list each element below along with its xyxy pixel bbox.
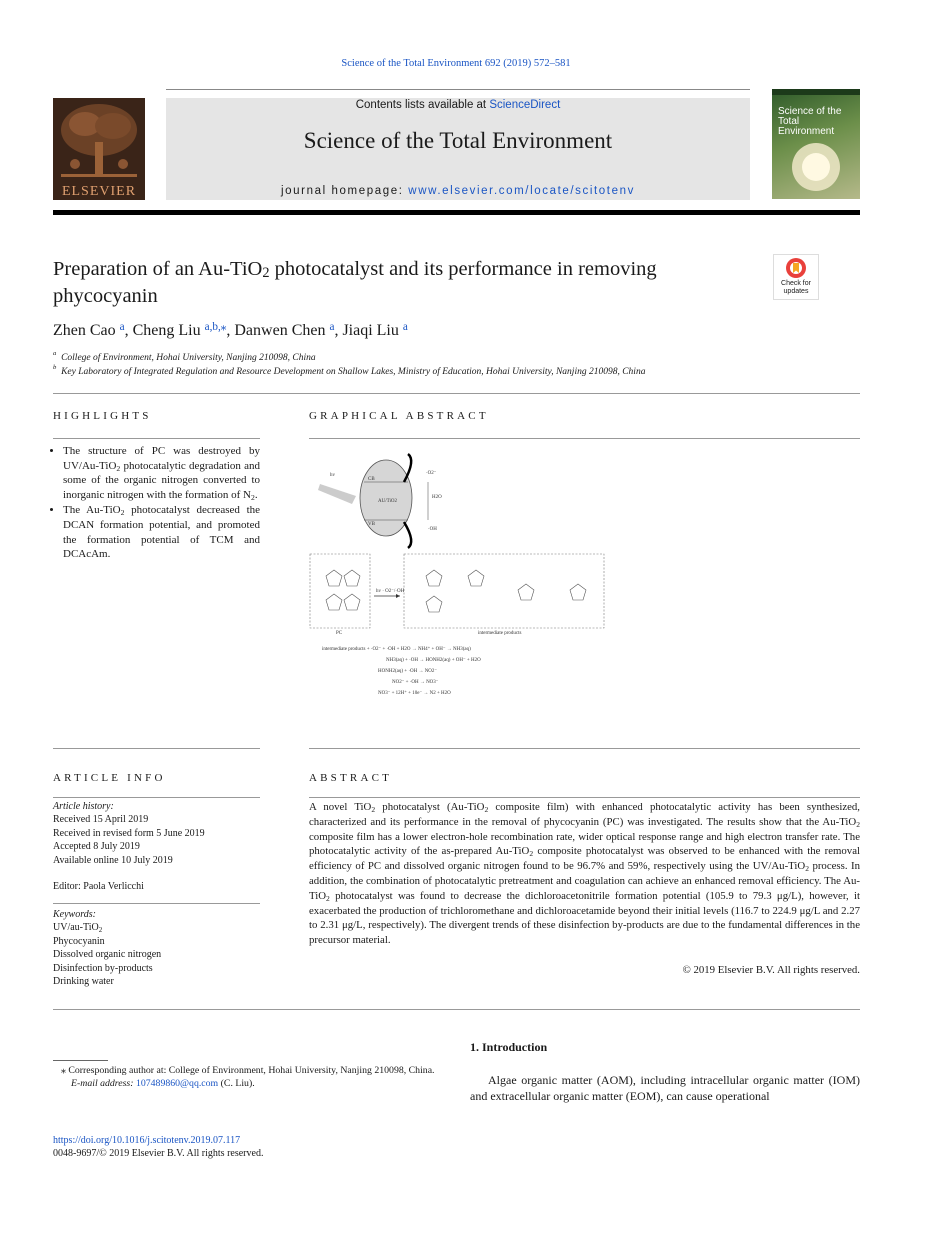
issn-line: 0048-9697/© 2019 Elsevier B.V. All rights reserved.: [53, 1148, 264, 1160]
ga-label-intermediate: intermediate products: [478, 631, 522, 636]
affiliation: $^a$ College of Environment, Hohai University, Nanjing 210098, China: [53, 350, 316, 363]
author-name: Jiaqi Liu: [342, 322, 399, 339]
highlight-item: • The Au-TiO$_2$ photocatalyst decreased the DCAN formation potential, and promoted the formation potential of TCM and DCAcAm.: [63, 503, 260, 561]
header-thick-rule: [53, 210, 860, 215]
article-info-rule: [53, 797, 260, 798]
ga-reaction: NO2⁻ + ·OH → NO3⁻: [392, 680, 439, 685]
section-divider: [53, 393, 860, 394]
homepage-link[interactable]: www.elsevier.com/locate/scitotenv: [408, 185, 635, 197]
section-divider: [53, 748, 260, 749]
molecule-structures-icon: [326, 570, 586, 612]
journal-title[interactable]: Science of the Total Environment: [303, 128, 613, 153]
keyword: Drinking water: [53, 976, 114, 988]
highlight-item: • The structure of PC was destroyed by UV/Au-TiO$_2$ photocatalytic degradation and some of the organic nitrogen converted to inorganic nitrogen with the formation of $N_2$.: [63, 444, 260, 502]
author-name: Danwen Chen: [234, 322, 326, 339]
sciencedirect-link[interactable]: ScienceDirect: [489, 99, 561, 111]
check-for-updates-badge[interactable]: [773, 254, 819, 300]
highlights-list: [53, 444, 260, 563]
ga-label-hv: hv: [330, 473, 335, 478]
section-divider: [53, 1009, 860, 1010]
email-link[interactable]: 107489860@qq.com: [135, 1078, 219, 1090]
author-list: Zhen Cao $^a$, Cheng Liu $^{a,b,⁎}$, Danwen Chen $^a$, Jiaqi Liu $^a$: [53, 321, 408, 339]
abstract-heading: ABSTRACT: [309, 772, 393, 784]
tree-icon: [53, 98, 145, 182]
highlights-rule: [53, 438, 260, 439]
section-divider: [309, 748, 860, 749]
footnotes: [53, 1064, 453, 1091]
abstract-text: A novel TiO$_2$ photocatalyst (Au-TiO$_2$ composite film) with enhanced photocatalytic activity has been synthesized, characterized and its performance in the removal of phycocyanin (PC) was investigated. The results show that the Au-TiO$_2$ composite film has a lower electron-hole recombination rate, wider optical response range and high electron transfer rate. The photocatalytic activity of the as-prepared Au-TiO$_2$ composite photocatalyst was observed to be enhanced with the removal efficiency of PC and dissolved organic nitrogen found to be 96.7% and 59%, respectively using the UV/Au-TiO$_2$ process. In addition, the combination of photocatalytic pretreatment and coagulation can achieve an enhanced removal efficiency. The Au-TiO$_2$ photocatalyst was found to decrease the dichloroacetonitrile formation potential (105.9 to 79.3 μg/L), however, it exacerbated the production of trichloromethane and dichloroacetamide beyond their initial levels (116.7 to 224.9 μg/L and 2.27 to 2.31 μg/L, respectively). The divergent trends of these disinfection by-products are due to the fundamental differences in the precursor material.: [309, 801, 861, 947]
author-affiliation-link[interactable]: a,b,⁎: [204, 321, 227, 333]
introduction-text: Algae organic matter (AOM), including intracellular organic matter (IOM) and extracellular organic matter (EOM), can cause operational: [470, 1073, 860, 1103]
author-name: Cheng Liu: [132, 322, 201, 339]
author-name: Zhen Cao: [53, 322, 116, 339]
elsevier-logo[interactable]: [53, 98, 145, 200]
ga-label-vb: VB: [368, 522, 375, 527]
ga-label-arrow: hv · O2⁻/·OH: [376, 589, 405, 594]
intermediates-box: [404, 554, 604, 628]
journal-homepage: journal homepage: www.elsevier.com/locate/scitotenv: [281, 185, 635, 197]
highlights-heading: HIGHLIGHTS: [53, 410, 152, 422]
keyword: Dissolved organic nitrogen: [53, 949, 162, 961]
article-info-heading: ARTICLE INFO: [53, 772, 166, 784]
ga-label-o2: ·O2⁻: [426, 471, 437, 476]
article-history: Article history: Received 15 April 2019 Received in revised form 5 June 2019 Accepted 8 July 2019 Available online 10 July 2019 Editor: Paola Verlicchi: [53, 800, 260, 893]
contents-line: Contents lists available at ScienceDirect: [355, 99, 561, 111]
keyword: UV/au-TiO$_2$: [53, 922, 103, 935]
copyright-notice: © 2019 Elsevier B.V. All rights reserved.: [682, 964, 860, 976]
graphical-abstract-heading: GRAPHICAL ABSTRACT: [309, 410, 489, 422]
elsevier-wordmark: ELSEVIER: [61, 184, 137, 199]
history-entry: Received 15 April 2019: [53, 814, 149, 826]
introduction-heading: 1. Introduction: [470, 1040, 548, 1054]
abstract-rule: [309, 797, 860, 798]
keyword: Phycocyanin: [53, 935, 105, 947]
graphical-abstract-figure[interactable]: [308, 446, 608, 706]
doi-block: [53, 1134, 263, 1161]
ga-label-pc: PC: [336, 631, 343, 636]
ga-reaction: NH3(aq) + ·OH → HONH2(aq) + OH⁻ + H2O: [386, 658, 481, 663]
light-beam-icon: [318, 484, 356, 504]
article-title: Preparation of an Au-TiO$_2$ photocatalyst and its performance in removing phycocyanin: [53, 258, 657, 307]
author-affiliation-link[interactable]: a: [402, 321, 408, 333]
check-for-updates-label: Check for updates: [781, 280, 811, 295]
hole-arrow-icon: [404, 522, 411, 548]
email-note: E-mail address: 107489860@qq.com (C. Liu).: [71, 1078, 255, 1090]
history-entry: Accepted 8 July 2019: [53, 841, 140, 853]
header-rule: [166, 89, 750, 90]
doi-link[interactable]: https://doi.org/10.1016/j.scitotenv.2019.07.117: [53, 1135, 241, 1146]
history-entry: Available online 10 July 2019: [53, 854, 173, 866]
footnote-rule: [53, 1060, 108, 1061]
cover-title: Science of the Total Environment: [778, 106, 842, 137]
ga-label-cb: CB: [368, 477, 375, 482]
keywords-list: Keywords: UV/au-TiO$_2$ Phycocyanin Dissolved organic nitrogen Disinfection by-products Drinking water: [53, 908, 260, 988]
editor-line: Editor: Paola Verlicchi: [53, 881, 144, 893]
ga-reaction: intermediate products + ·O2⁻ + ·OH + H2O → NH4⁺ + OH⁻ → NH3(aq): [322, 647, 471, 652]
ga-label-oh: ·OH: [428, 527, 437, 532]
author-affiliation-link[interactable]: a: [119, 321, 125, 333]
pc-structure-box: [310, 554, 370, 628]
history-entry: Received in revised form 5 June 2019: [53, 827, 205, 839]
ga-label-center: AU/TiO2: [378, 499, 397, 504]
ga-label-h2o: H2O: [432, 495, 442, 500]
ga-reaction: HONH2(aq) + ·OH → NO2⁻: [378, 669, 438, 674]
author-affiliation-link[interactable]: a: [329, 321, 335, 333]
affiliation: $^b$ Key Laboratory of Integrated Regulation and Resource Development on Shallow Lakes, Ministry of Education, Hohai University, Nanjing 210098, China: [53, 364, 646, 377]
keyword: Disinfection by-products: [53, 962, 153, 974]
journal-cover-thumbnail[interactable]: [772, 89, 860, 199]
bookmark-icon: [774, 255, 818, 281]
journal-citation[interactable]: Science of the Total Environment 692 (2019) 572–581: [341, 58, 571, 69]
keywords-rule: [53, 903, 260, 904]
graphical-abstract-rule: [309, 438, 860, 439]
ga-reaction: NO3⁻ + 12H⁺ + 10e⁻ → N2 + H2O: [378, 691, 451, 696]
corresponding-author-note: ⁎ Corresponding author at: College of Environment, Hohai University, Nanjing 210098, China.: [61, 1065, 435, 1076]
